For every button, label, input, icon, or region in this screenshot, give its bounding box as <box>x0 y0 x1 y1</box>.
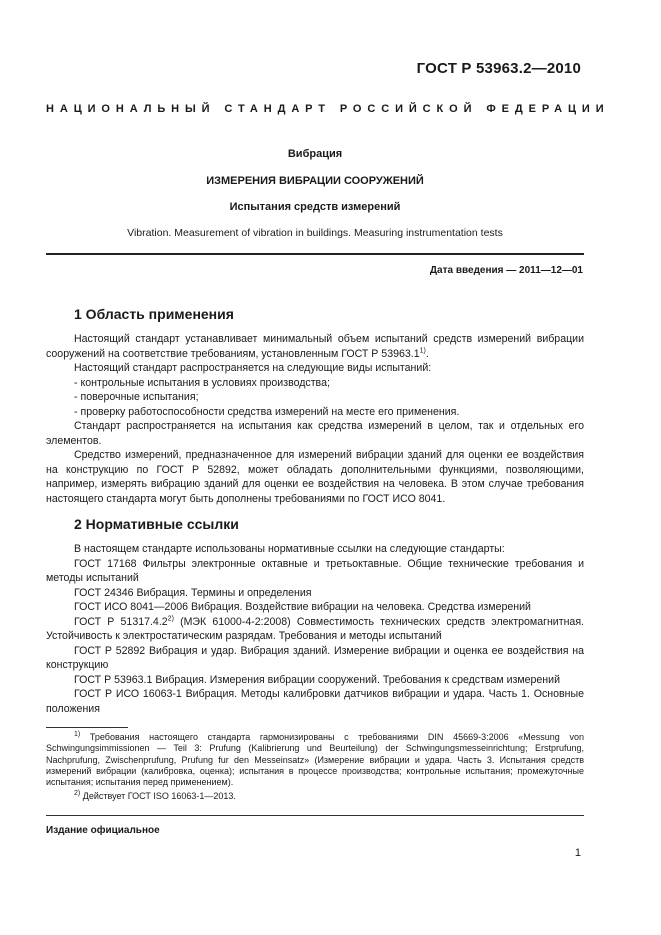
list-item: - проверку работоспособности средства измерений на месте его применения. <box>74 405 460 418</box>
footnote-text: Действует ГОСТ ISO 16063-1—2013. <box>80 791 236 802</box>
section-1-paragraph <box>46 332 584 361</box>
paragraph-text: Настоящий стандарт устанавливает минимальный объем испытаний средств измерений вибрации сооружений на соответствие требованиям, установленным ГОСТ Р 53963.1 <box>46 333 584 360</box>
reference-item: ГОСТ Р ИСО 16063-1 Вибрация. Методы калибровки датчиков вибрации и удара. Часть 1. Основные положения <box>46 688 584 715</box>
list-item: - поверочные испытания; <box>74 391 199 403</box>
section-1-paragraph: Стандарт распространяется на испытания как средства измерений в целом, так и отдельных его элементов. <box>46 420 584 447</box>
reference-item: ГОСТ Р 53963.1 Вибрация. Измерения вибрации сооружений. Требования к средствам измерений <box>74 673 560 686</box>
paragraph-text-end: . <box>425 347 429 360</box>
footnote-mark: 2) <box>74 790 81 798</box>
list-item: - контрольные испытания в условиях производства; <box>74 376 330 389</box>
reference-item: ГОСТ Р 52892 Вибрация и удар. Вибрация зданий. Измерение вибрации и оценка ее воздействия на конструкцию <box>46 644 584 671</box>
section-1-paragraph: Средство измерений, предназначенное для измерений вибрации зданий для оценки ее воздействия на конструкцию по ГОСТ Р 52892, может обладать дополнительными функциями, позволяющими, например, измерять вибрацию зданий для оценки ее воздействия на человека. В этом случае требования настоящего стандарта могут быть дополнены требованиями по ГОСТ ИСО 8041. <box>46 449 584 505</box>
footer-divider <box>46 815 584 816</box>
standard-number: ГОСТ Р 53963.2—2010 <box>416 60 581 77</box>
reference-code: ГОСТ Р 51317.4.2 <box>74 615 168 628</box>
reference-item <box>46 615 584 644</box>
reference-item: ГОСТ 24346 Вибрация. Термины и определения <box>74 586 312 599</box>
footnotes <box>46 732 584 803</box>
title-divider <box>46 253 584 255</box>
footnote-1 <box>46 732 584 788</box>
footnote-2 <box>46 791 584 802</box>
title-english: Vibration. Measurement of vibration in buildings. Measuring instrumentation tests <box>127 227 503 239</box>
title-topic: Вибрация <box>287 148 343 160</box>
footnote-mark: 1) <box>74 731 81 738</box>
section-1-paragraph: Настоящий стандарт распространяется на следующие виды испытаний: <box>74 362 432 374</box>
section-1-body <box>46 332 584 506</box>
reference-item: ГОСТ 17168 Фильтры электронные октавные и третьоктавные. Общие технические требования и методы испытаний <box>46 557 584 584</box>
footnote-ref-1: 1) <box>419 346 426 354</box>
reference-text: (МЭК 61000-4-2:2008) Совместимость технических средств электромагнитная. Устойчивость к электростатическим разрядам. Требования и методы испытаний <box>46 615 584 642</box>
national-standard-banner: НАЦИОНАЛЬНЫЙ СТАНДАРТ РОССИЙСКОЙ ФЕДЕРАЦИИ <box>46 103 610 115</box>
section-2-heading: 2 Нормативные ссылки <box>74 516 239 532</box>
section-2-intro: В настоящем стандарте использованы нормативные ссылки на следующие стандарты: <box>74 543 505 555</box>
footnote-text: Требования настоящего стандарта гармонизированы с требованиями DIN 45669-3:2006 «Messung von Schwingungsimmissionen — Teil 3: Prufung (Kalibrierung und Beurteilung) der Schwingungsmesseinrichtung; Erstprufung, Nachprufung, Zwischenprufung, Prufung fur den Messeinsatz» (Измерение вибрации и удара. Часть 3. Испытания средств измерений вибрации (калибровка, оценка); испытания в процессе производства; контрольные испытания; промежуточные испытания; испытания перед применением). <box>46 732 584 788</box>
section-1-heading: 1 Область применения <box>74 306 234 322</box>
section-2-body <box>46 542 584 716</box>
official-edition-label: Издание официальное <box>46 825 160 836</box>
page-number: 1 <box>574 847 581 859</box>
introduction-date: Дата введения — 2011—12—01 <box>429 265 583 276</box>
title-main: ИЗМЕРЕНИЯ ВИБРАЦИИ СООРУЖЕНИЙ <box>206 175 424 187</box>
title-sub: Испытания средств измерений <box>229 201 401 213</box>
footnote-ref-2: 2) <box>167 614 174 622</box>
footnote-divider <box>46 727 128 728</box>
reference-item: ГОСТ ИСО 8041—2006 Вибрация. Воздействие вибрации на человека. Средства измерений <box>74 601 531 613</box>
